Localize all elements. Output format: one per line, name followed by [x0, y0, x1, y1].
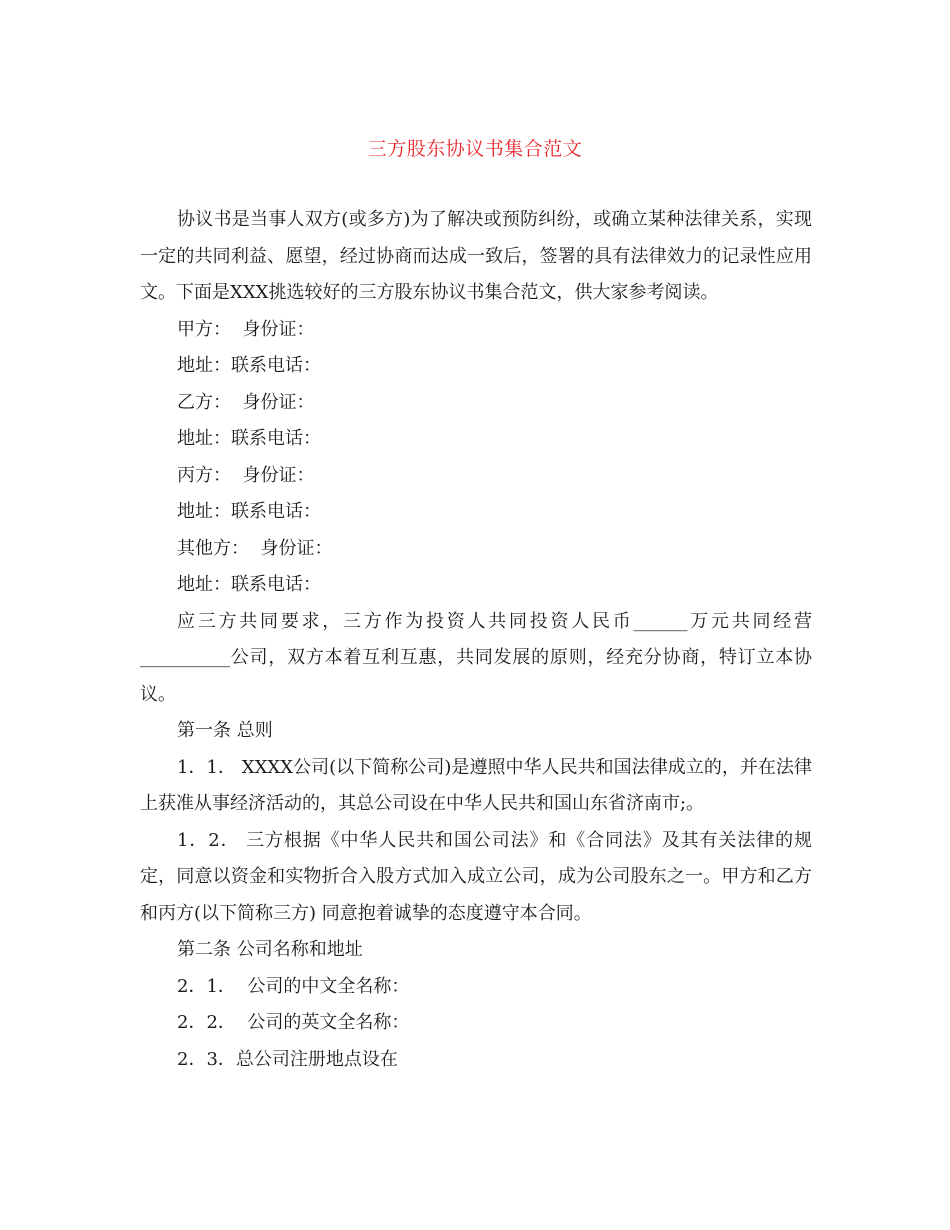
- party-a-address-line: 地址：联系电话：: [177, 355, 321, 376]
- party-b-address-line: 地址：联系电话：: [177, 428, 321, 449]
- other-party-address-line: 地址：联系电话：: [177, 574, 321, 595]
- party-b-id-line: 乙方： 身份证：: [177, 391, 315, 413]
- clause-2-1: 2．1． 公司的中文全名称：: [177, 975, 410, 997]
- clause-2-2: 2．2． 公司的英文全名称：: [177, 1012, 410, 1033]
- document-body: [140, 202, 812, 1078]
- clause-1-1: 1．1． XXXX公司(以下简称公司)是遵照中华人民共和国法律成立的，并在法律上获准从事经济活动的，其总公司设在中华人民共和国山东省济南市;。: [140, 756, 812, 814]
- other-party-id-line: 其他方： 身份证：: [177, 537, 333, 559]
- investment-clause: 应三方共同要求，三方作为投资人共同投资人民币______万元共同经营__________公司，双方本着互利互惠，共同发展的原则，经充分协商，特订立本协议。: [140, 610, 812, 705]
- article-2-heading: 第二条 公司名称和地址: [177, 939, 363, 960]
- clause-1-2: 1．2． 三方根据《中华人民共和国公司法》和《合同法》及其有关法律的规定，同意以资金和实物折合入股方式加入成立公司，成为公司股东之一。甲方和乙方和丙方(以下简称三方) 同意抱着诚挚的态度遵守本合同。: [140, 829, 812, 924]
- document-title: 三方股东协议书集合范文: [367, 138, 583, 160]
- party-c-id-line: 丙方： 身份证：: [177, 464, 315, 486]
- party-c-address-line: 地址：联系电话：: [177, 501, 321, 522]
- intro-paragraph: 协议书是当事人双方(或多方)为了解决或预防纠纷，或确立某种法律关系，实现一定的共同利益、愿望，经过协商而达成一致后，签署的具有法律效力的记录性应用文。下面是XXX挑选较好的三方股东协议书集合范文，供大家参考阅读。: [140, 209, 812, 303]
- clause-2-3: 2．3．总公司注册地点设在: [177, 1048, 398, 1070]
- article-1-heading: 第一条 总则: [177, 720, 273, 741]
- party-a-id-line: 甲方： 身份证：: [177, 318, 315, 340]
